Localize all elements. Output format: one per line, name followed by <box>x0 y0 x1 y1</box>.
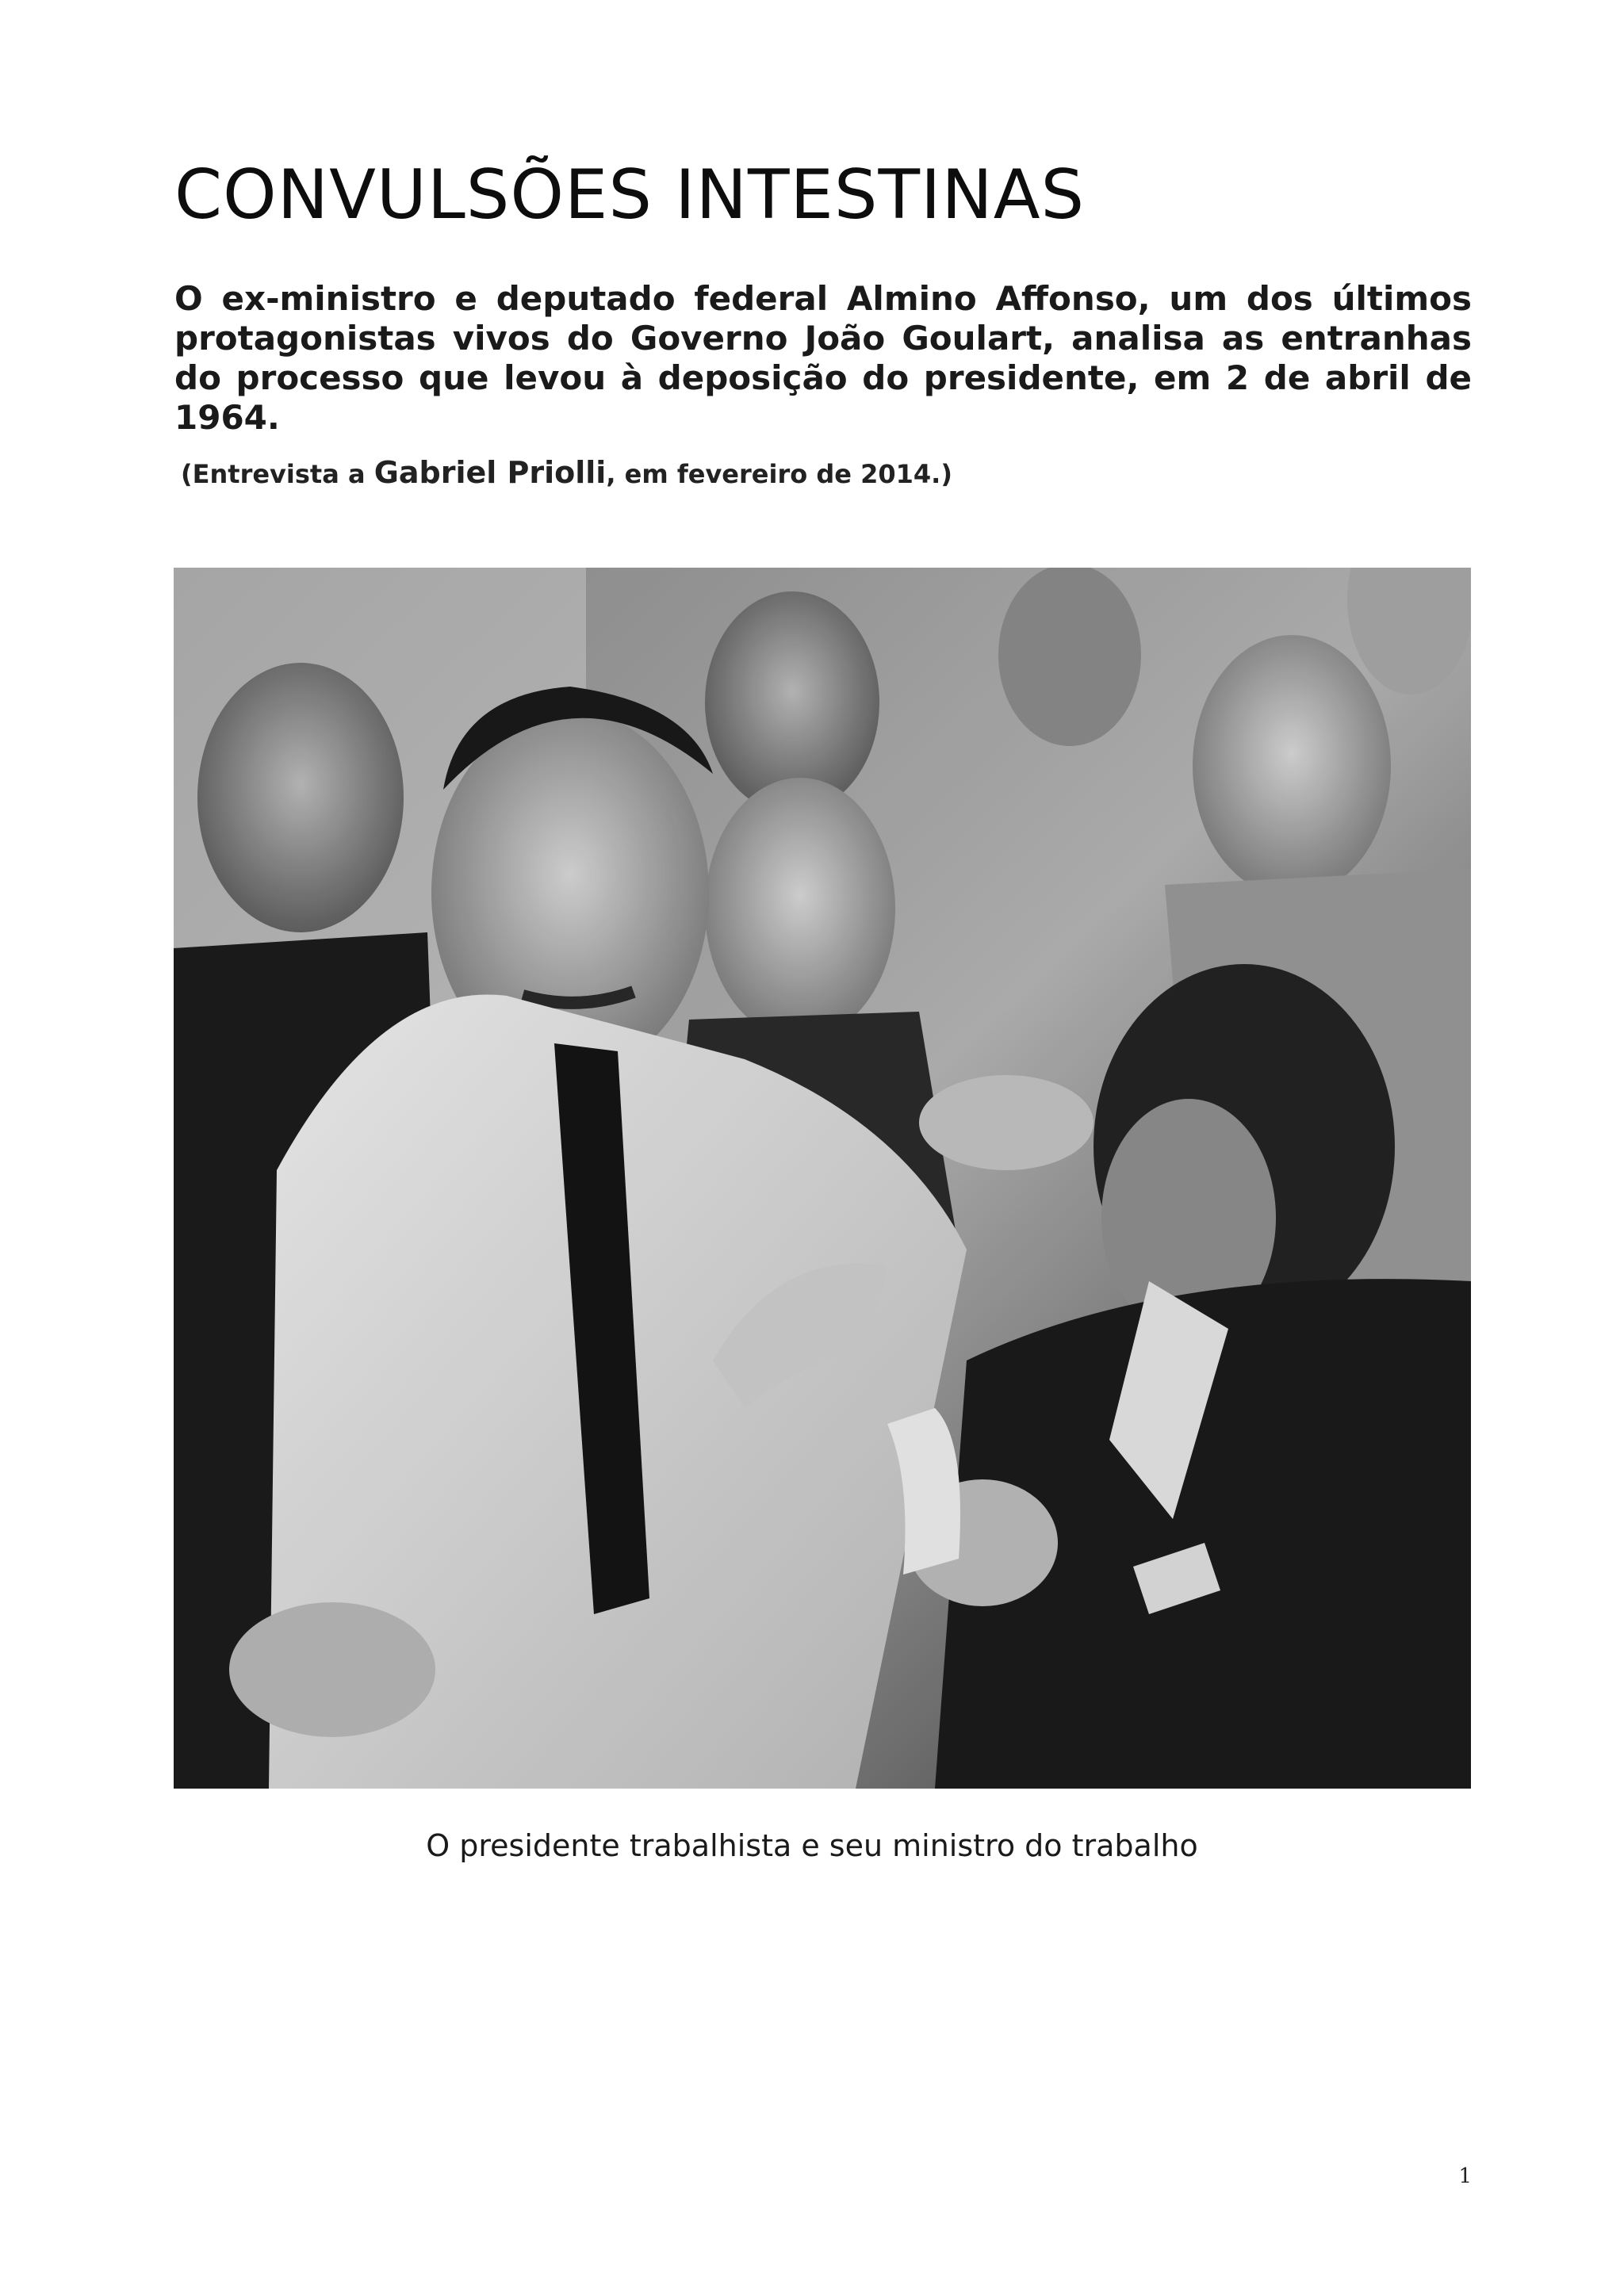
photo-caption: O presidente trabalhista e seu ministro do trabalho <box>426 1828 1198 1863</box>
page-number: 1 <box>1458 2164 1472 2188</box>
credit-open: (Entrevista a <box>181 459 374 489</box>
lead-paragraph: O ex-ministro e deputado federal Almino Affonso, um dos últimos protagonistas vivos do Governo João Goulart, analisa as entranhas do processo que levou à deposição do presidente, em 2 de abril de 1964. <box>174 279 1472 437</box>
interview-credit <box>181 455 952 490</box>
historical-photo <box>174 568 1471 1789</box>
credit-close: , em fevereiro de 2014.) <box>606 459 952 489</box>
credit-author-name: Gabriel Priolli <box>373 455 607 490</box>
historical-photo-icon <box>174 568 1471 1789</box>
document-title: CONVULSÕES INTESTINAS <box>174 155 1086 235</box>
